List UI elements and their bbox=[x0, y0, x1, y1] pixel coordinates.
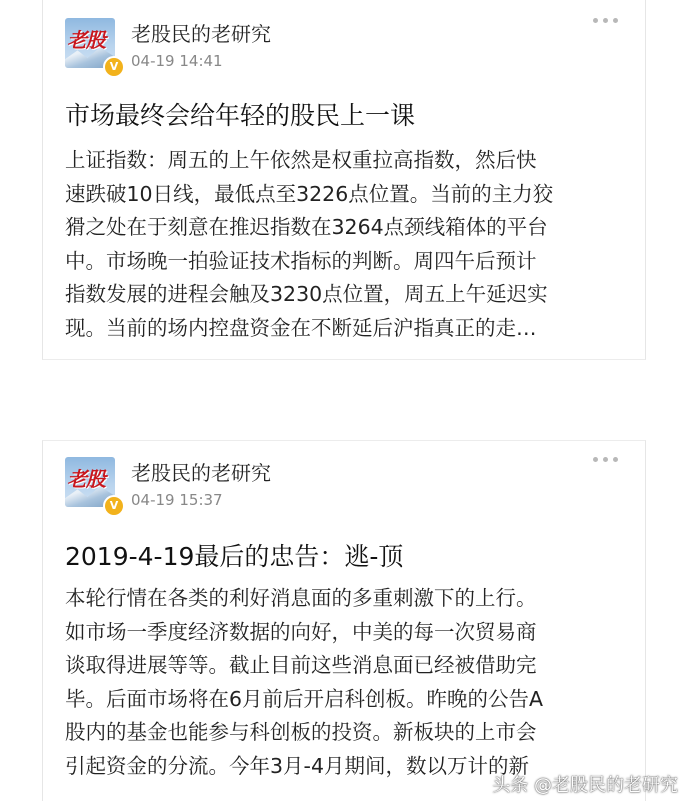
more-dots-icon[interactable] bbox=[593, 18, 623, 28]
verified-badge-icon: V bbox=[103, 495, 125, 517]
avatar-logo-text: 老股 bbox=[67, 467, 105, 491]
watermark: 头条 @老股民的老研究 bbox=[492, 775, 678, 796]
post-title[interactable]: 市场最终会给年轻的股民上一课 bbox=[65, 101, 416, 130]
post-time: 04-19 14:41 bbox=[131, 52, 223, 70]
avatar-logo-text: 老股 bbox=[67, 28, 105, 52]
post-body[interactable]: 本轮行情在各类的利好消息面的多重刺激下的上行。 如市场一季度经济数据的向好，中美的每一次贸易商 谈取得进展等等。截止目前这些消息面已经被借助完 毕。后面市场将在6月前后开启科创板。昨晚的公告A 股内的基金也能参与科创板的投资。新板块的上市会 引起资金的分流。今年3月-4月期间，数以万计的新 bbox=[65, 586, 544, 778]
post-time: 04-19 15:37 bbox=[131, 491, 223, 509]
post-card[interactable] bbox=[42, 0, 646, 360]
post-body[interactable]: 上证指数：周五的上午依然是权重拉高指数，然后快 速跌破10日线，最低点至3226点位置。当前的主力狡 猾之处在于刻意在推迟指数在3264点颈线箱体的平台 中。市场晚一拍验证技术指标的判断。周四午后预计 指数发展的进程会触及3230点位置，周五上午延迟实 现。当前的场内控盘资金在不断延后沪指真正的走… bbox=[65, 148, 554, 340]
post-card[interactable] bbox=[42, 440, 646, 801]
post-title[interactable]: 2019-4-19最后的忠告：逃-顶 bbox=[65, 542, 404, 571]
more-dots-icon[interactable] bbox=[593, 457, 623, 467]
author-name[interactable]: 老股民的老研究 bbox=[131, 22, 271, 46]
verified-badge-icon: V bbox=[103, 56, 125, 78]
author-name[interactable]: 老股民的老研究 bbox=[131, 461, 271, 485]
